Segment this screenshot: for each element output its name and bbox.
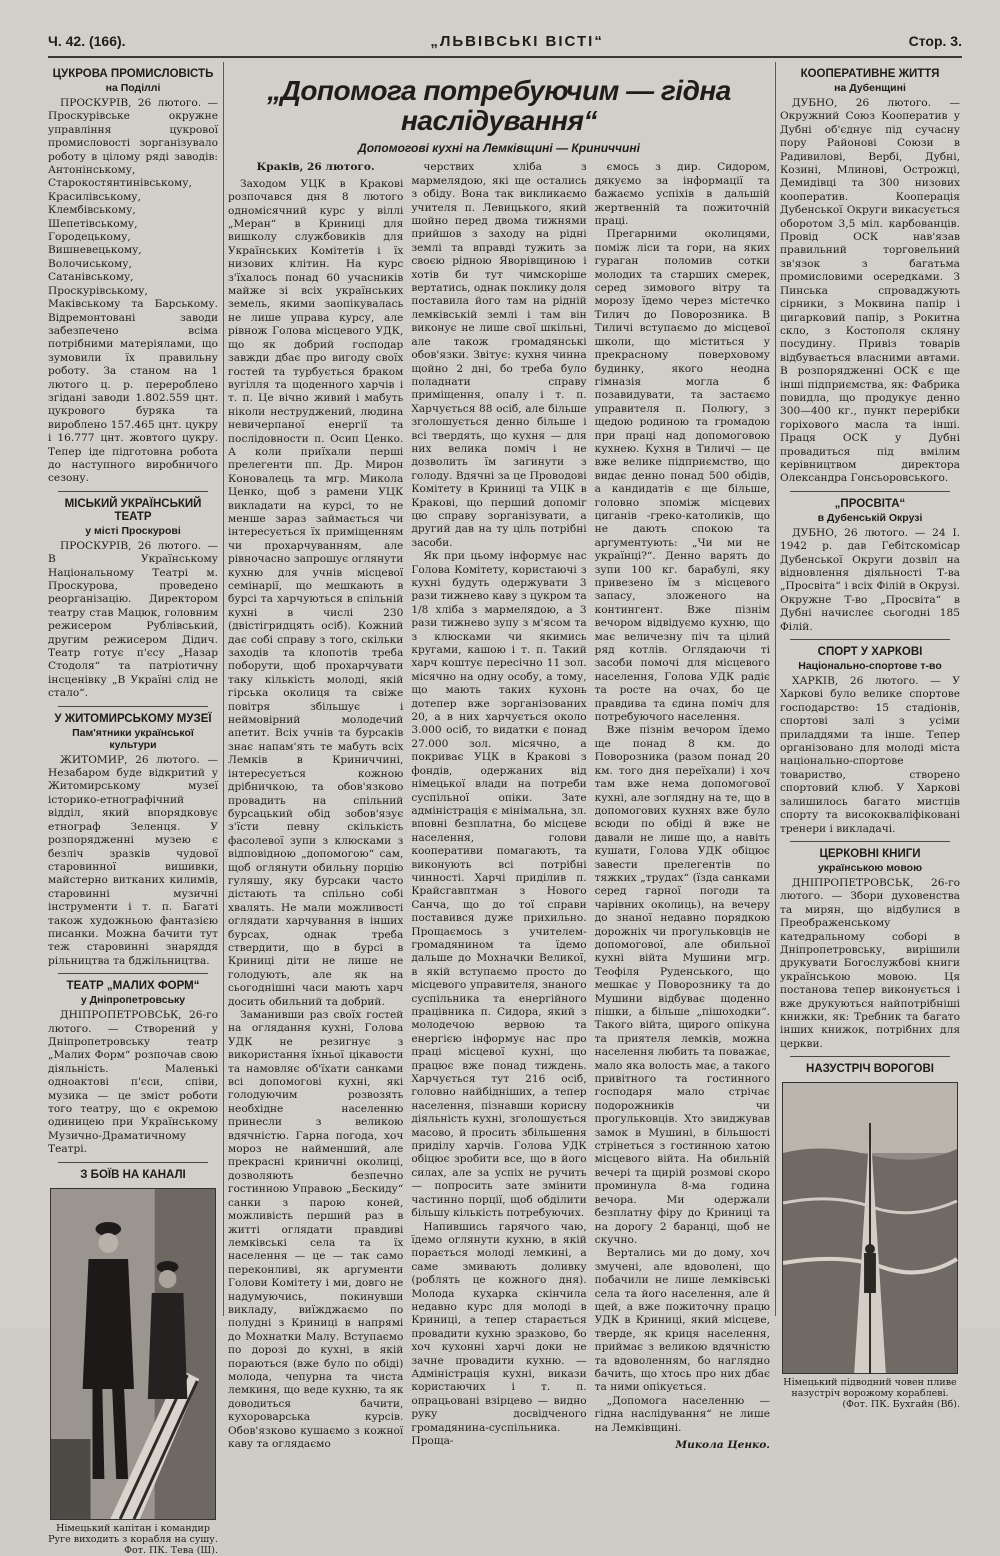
article-title: ЦУКРОВА ПРОМИСЛОВІСТЬ [52,68,214,80]
article-body: ПРОСКУРІВ, 26 лютого. — В Українському Національному Театрі м. Проскурова, проведено реорганізацію. Директором театру став Мацюк, головним режисером Рублівський, другим режисером Дідич. Театр готує п'єсу „Назар Стодоля“ та патріотичну інсценівку „В Україні слід не стало“. [48,539,218,700]
photo-captain [50,1188,216,1520]
photo-image [783,1083,957,1373]
paragraph: Прегарними околицями, поміж ліси та гори, на яких гураган поломив сотки молодих та старших смерек, серед зимового вітру та морозу їдемо через містечко Тилич до Поворозника. В Тиличі вступаємо до місцевої школи, що міститься у прекрасному поверховому будинку, якого неодна гімназія могла б позавидувати, та застаємо управителя п. Полюгу, з щедою родиною та громадою при праці над допомоговою кухнею. Кухня в Тиличі — це вже велике підприємство, що видає денно понад 500 обідів, а кандидатів є ще більше, головно зпоміж місцевих циганів -греко-католиків, що не дають спокою та аргументують: „Чи ми не українці?“. Денно варять до зупи 100 кг. барабулі, яку привезено їм з місцевого запасу, зложеного на контингент. Вже пізнім вечором відвідуємо кухню, що має величезну піч та цілий ряд котлів. Оглядаючи ті засоби помочі для місцевого населення, Голова УДК радіє та росте на очах, бо це правдива та єдина поміч для потребуючого населення. [594,228,770,724]
divider [790,1056,950,1057]
article-column-3 [594,161,770,1451]
divider [58,1162,208,1163]
article-subtitle: Національно-спортове т-во [798,660,942,673]
paragraph: Заходом УЦК в Кракові розпочався дня 8 лютого одномісячний курс у віллі „Меран“ в Криниці для вишколу службовиків для Українських Комітетів і їх низових клітин. На курс з'їхалось понад 60 учасників майже зі всіх українських земель, якими заопікувалась не лише управа курсу, але рівнож Голова місцевого УДК, що як добрий господар завжди дбає про вигоду своїх гостей та турбується браком вугілля та щоденного харчів і т. п. Це вічно живий і мабуть ніколи неструджений, людина невичерпаної енергії та послідовности п. Осип Ценко. А коли приїхали перші прелегенти пп. Др. Мирон Коновалець та мгр. Микола Ценко, щоб з рамени УЦК викладати на курсі, то не менше зараз займається чи інтересується їх приміщенням чи прохарчуванням, але рівночасно запрошує оглянути кухню для учнів місцевої семінарії, що мешкають в бурсі та харчуються в спільній кухні в числі 230 (двістігридцять осіб). Кожний дає собі справу з того, скільки заходів та клопотів треба поборути, щоб прохарчувати таку кількість молоді, якій гірська околиця та свіже повітря збільшує і неймовірний молодечий апетит. Всіх учнів та бурсаків знає напам'ять те мабуть всіх Лемків в Криниччині, інтересується кожною дрібничкою, та обов'язково провадить на спільний бурсацький обід зобов'язує з'їсти певну скількість фасолевої зупи з клюсками з відповідною „допомогою“ сам, щоб оглянути обильну порцію гуляшу, яку бурсаки часто дістають та спільно собі хвалять. Не мали можливості оглядати харчування в інших бурсах, однак треба ствердити, що в бурсі в Криниці діти не лише не голодують, але як на сьогоднішні часи мають харч досить обильний та добрий. [228,177,404,1008]
article-subtitle: на Дубенщині [834,82,906,94]
photo-credit: (Фот. ПК. Бухгайн (Вб). [842,1399,960,1411]
article-column-2 [411,161,587,1447]
paragraph: ємось з дир. Сидором, дякуємо за інформації та бажаємо успіхів в дальшій жертвенній та пожиточній праці. [594,161,770,228]
photo-image [51,1189,215,1519]
photo-title: З БОЇВ НА КАНАЛІ [80,1168,186,1181]
photo-credit: Фот. ПК. Тева (Ш). [124,1544,218,1556]
article-column-1 [228,161,404,1450]
column-divider [223,62,224,1316]
main-article [228,62,770,1451]
divider [790,841,950,842]
page-header [48,28,962,54]
article-body: ХАРКІВ, 26 лютого. — У Харкові було велике спортове господарство: 15 стадіонів, спортові залі з усіми приладдями та інше. Тепер організовано для молоді міста національно-спортове товариство, створено спортовий клюб. У Харкові залишилось багато мистців спорту та висококваліфіковані тренери і викладачі. [780,675,960,835]
dateline: Краків, 26 лютого. [256,161,375,174]
article-subtitle: на Поділлі [105,82,161,94]
paragraph: черствих хліба з мармелядою, які ще остались з обіду. Вона так викликаємо учителя п. Левицького, який шойно перед двома тижнями прийшов з заходу на рідні землі та вправді тужить за своєю рідною Яворівщиною і хотів би тут чимскоріше вертатись, однак поклику доля поставила його там на рідній лемківській землі і там він виконує не лише свої шкільні, але також громадянські обов'язки. Звітує: кухня чинна щойно 2 дні, бо треба було поладнати справу приміщення, опалу і т. п. Харчується 88 осіб, але більше зголошується денно більше і всі твердять, що кухня — для них велика поміч і не дозволить їм загинути з голоду. Вдячні за це Проводові Комітету в Криниці та УЦК в Кракові, що перший допоміг цю справу зорганізувати, а другий дав на ту ціль потрібні засоби. [411,161,587,549]
issue-number: Ч. 42. (166). [48,33,126,49]
divider [790,639,950,640]
article-body: ПРОСКУРІВ, 26 лютого. — Проскурівське окружне управління цукрової промисловості зорганізувало роботу в цілому ряді заводів: Антонінському, Старокостянтинівському, Красилівському, Клембівському, Шепетівському, Городецькому, Вишневецькому, Волочиському, Сатанівському, Проскурівському, Маківському та Барському. Відремонтовані заводи забезпечено всіма потрібними матеріялами, що зумовили їх правильну роботу. За станом на 1 лютого ц. р. перероблено згідані заводи 1.802.559 цнт. цукрового буряка та вироблено 157.465 цнт. цукру і 16.777 цнт. жовтого цукру. Тепер іде підготовна робота до наступного виробничого сезону. [48,97,218,485]
article-columns [228,161,770,1451]
photo-caption: Німецький підводний човен пливе назустріч ворожому кораблеві. [783,1377,957,1400]
divider [58,973,208,974]
article-body: ДУБНО, 26 лютого. — 24 І. 1942 р. дав Гебітскомісар Дубенської Округи дозвіл на відновлення діяльності Т-ва „Просвіта“ і всіх Філій в Окрузі. Окружне Т-во „Просвіта“ в Дубні начислеє сьогодні 185 Філій. [780,526,960,633]
article-title: „ПРОСВІТА“ [834,497,906,510]
photo-submarine [782,1082,958,1374]
divider [58,706,208,707]
article-body: ЖИТОМИР, 26 лютого. — Незабаром буде відкритий у Житомирському музеї історико-етнографічний відділ, який впорядковує етнограф Зеленця. У розпорядженні музею є безліч зразків чудової старовинної вишивки, майстерно витканих килимів, старовинні музичні інструменти і т. п. Багаті також художньою фантазією писанки. Можна бачити тут теж старовинні знаряддя рільництва та бджільництва. [48,753,218,967]
paragraph: Як при цьому інформує нас Голова Комітету, користаючі з кухні будуть одержувати 3 рази тижнево каву з цукром та 1/8 хліба з мармелядою, а 3 рази тижнево зупу з м'ясом та з клюсками чи якимись кругами, кашою і т. п. Такий харч коштує пересічно 11 зол. місячно на одну особу, а тому, що мають таких кухонь дотепер вже зорганізованих 20, а в них харчується около 3.000 осіб, то видатки є понад 27.000 зол. місячно, а покриває УЦК в Кракові з фондів, одержаних від німецької влади на потреби суспільної опіки. Зате адміністрація є мінімальна, зл. вповні безплатна, бо місцеве населення, голови кооперативи помагають, та виконують всі потрібні чинності. Харчі приділив п. Крайсгавптман з Нового Санча, що до тої справи поставився дуже прихильно. Прощаємось з учителем-громадянином та їдемо дальше до Мохначки Великої, в якій вступаємо просто до місцевого управителя, знаного суспільника та енергійного працівника п. Сидора, який з молодечою вервою та енергією інформує нас про праці місцевої кухні, що працює вже понад тиждень. Харчується тут 216 осіб, головно найбідніших, а тепер населення, пізнавши корисну діяльність кухні, зголошується масово, й просить збільшення приділу харчів. Голова УДК обіцює зробити все, що в його силах, але за успіх не ручить — попросить зате змінити частинно порції, щоб обділити більшу кількість потребуючих. [411,550,587,1220]
article-title: ТЕАТР „МАЛИХ ФОРМ“ [66,980,200,993]
right-column [780,62,960,1411]
article-subtitle: у місті Проскурові [85,524,181,537]
article-title: КООПЕРАТИВНЕ ЖИТТЯ [800,68,940,80]
article-subtitle: українською мовою [817,861,923,874]
divider [58,491,208,492]
paragraph: Вертались ми до дому, хоч змучені, але вдоволені, що побачили не лише лемківські села та його населення, але й щей, а вже пожиточну працю УДК в Криниці, який місцеве, тверде, як криця населення, приймає з великою вдячністю та вдоволенням, бо наглядно бачить, що хтось про них дбає та ними опікується. [594,1247,770,1394]
article-subtitle: в Дубенській Окрузі [817,511,923,524]
article-title: СПОРТ У ХАРКОВІ [817,646,923,659]
left-column [48,62,218,1556]
article-body: ДНІПРОПЕТРОВСЬК, 26-го лютого. — Збори духовенства та мирян, що відбулися в Преображенському катедральному соборі в Дніпропетровську, вирішили друкувати Богослужбові книги українською мовою. Ця постанова тепер виконується і вже друкуються найпотрібніші книжки, як: Требник та багато інших книжок, потрібних для церкви. [780,876,960,1050]
paragraph: Вже пізнім вечором їдемо ще понад 8 км. до Поворозника (разом понад 20 км. того дня переїхали) і хоч там вже нема допомогової кухні, але зоглядну на те, що в допомогових кухнях вже було всюди по обіді й вже не давали не лише що, а навіть кушати, Голова УДК обіцює завести прелегентів по тяжких „трудах“ (їзда санками серед гарної погоди та чарівних околиць), на вечеру до знаної недавно порядкою дорожніх чи прогульковців не допомогової, але обильної кухні війта Мушини мгр. Теофіля Руденського, що мешкає у Поворознику та до Мушини відбуває щоденно пішки, а більше „пішоходки“. Такого війта, щирого опікуна та приятеля лемків, можна населення любить та поважає, мало яка волость має, а такого привітного та гостинного господаря мало стрічає подорожників чи прогульковців. Хто звиджував замок в Мушині, в більшості стрінеться з гостинною хатою місцевого війта. На обильній вечері та щирій розмові скоро проминула 8-ма година вечора. Ми одержали безплатну фіру до Криниці та на дорогу 2 баранці, щоб не скучно. [594,724,770,1246]
author-signature: Микола Ценко. [675,1439,770,1451]
photo-caption: Німецький капітан і командир Руге виходить з корабля на сушу. [48,1522,218,1545]
divider [790,491,950,492]
article-title: ЦЕРКОВНІ КНИГИ [819,847,921,860]
deck: Допомогові кухні на Лемківщині — Криниччині [358,141,640,155]
paragraph: Заманивши раз своїх гостей на оглядання кухні, Голова УДК не резигнує з використання їхньої цікавости та намовляє об'їхати санками всі допомогові кухні, які голодуючим розвозять необхідне населенню принесли з великою вдячністю. Гарна погода, хоч мороз не найменший, але прекрасні криничні околиці, дозволяють безпечно гостинною Управою „Бескиду“ санки з парою коней, можливість перший раз в житті оглядати правдиві лемківські села та їх населення — це — так само переконливі, як аргументи Голови Комітету і ми, довго не надумуючись, покинувши викладу, виїжджаємо по полудні з Криниці в напрямі до Мохнатки Малу. Вступаємо по дорозі до кухні, в якій пораються (вже було по обіді) молода, чепурна та чиста лемкиня, що веде кухню, та як доводиться бачити, кухороварська курсів. Обов'язково кушаємо з кожної каву та оглядаємо [228,1009,404,1450]
column-divider [775,62,776,1316]
article-body: ДНІПРОПЕТРОВСЬК, 26-го лютого. — Створений у Дніпропетровську театр „Малих Форм“ розпочав свою діяльність. Маленькі одноактові п'єси, співи, музика — це зміст роботи того театру, що є окремою одиницею при Українському Музично-Драматичному Театрі. [48,1009,218,1156]
paragraph: „Допомога населенню — гідна наслідування“ не лише на Лемківщині. [594,1394,770,1434]
article-body: ДУБНО, 26 лютого. — Окружний Союз Кооператив у Дубні об'єднує під сучасну пору Районові Союзи в Радивилові, Вербі, Дубні, Козині, Млинові, Острожці, Демидівці та 300 низових кооператив. Кооперація Дубенської Округи викаcується оборотом 3,5 міл. карбованців. Провід ОСК нав'язав правильний торговельний зв'язок з багатьма промисловими осередками. З Пинська спроваджують сірники, з Моквина папір і цигарковий папір, з Рокитна скло, з Костополя скляну посудину. Привіз товарів відбувається власними автами. В розпорядженні ОСК є ще інші підприємства, як: Фабрика повидла, що продукує денно 300—400 кг., пункт перерібки горіхового масла та інші. Праця ОСК у Дубні провадиться під вмілим керівництвом директора Олександра Гонсьоровського. [780,97,960,485]
photo-title: НАЗУСТРІЧ ВОРОГОВІ [806,1063,934,1076]
article-subtitle: у Дніпропетровську [80,994,186,1007]
masthead: „ЛЬВІВСЬКІ ВІСТІ“ [430,32,604,50]
article-title: МІСЬКИЙ УКРАЇНСЬКИЙ ТЕАТР [64,497,202,523]
header-rule [48,56,962,58]
page-number: Стор. 3. [908,33,962,49]
headline: „Допомога потребуючим — гідна наслідування“ [267,75,731,136]
article-subtitle: Пам'ятники української культури [72,726,194,751]
article-title: У ЖИТОМИРСЬКОМУ МУЗЕЇ [54,712,212,725]
paragraph: Напившись гарячого чаю, їдемо оглянути кухню, в якій порається молоді лемкині, а саме змивають доливку (роблять це кожного дня). Молода кухарка скінчила недавно курс для молоді в Криниці, а тепер старається провадити кухню зразково, бо хоч кухонні харчі доки не зачне провадити кухню. — Адміністрація кухні, викази користаючих і т. п. опрацьовані взірцево — видно руку досвідченого громадянина-суспільника. Проща- [411,1220,587,1447]
